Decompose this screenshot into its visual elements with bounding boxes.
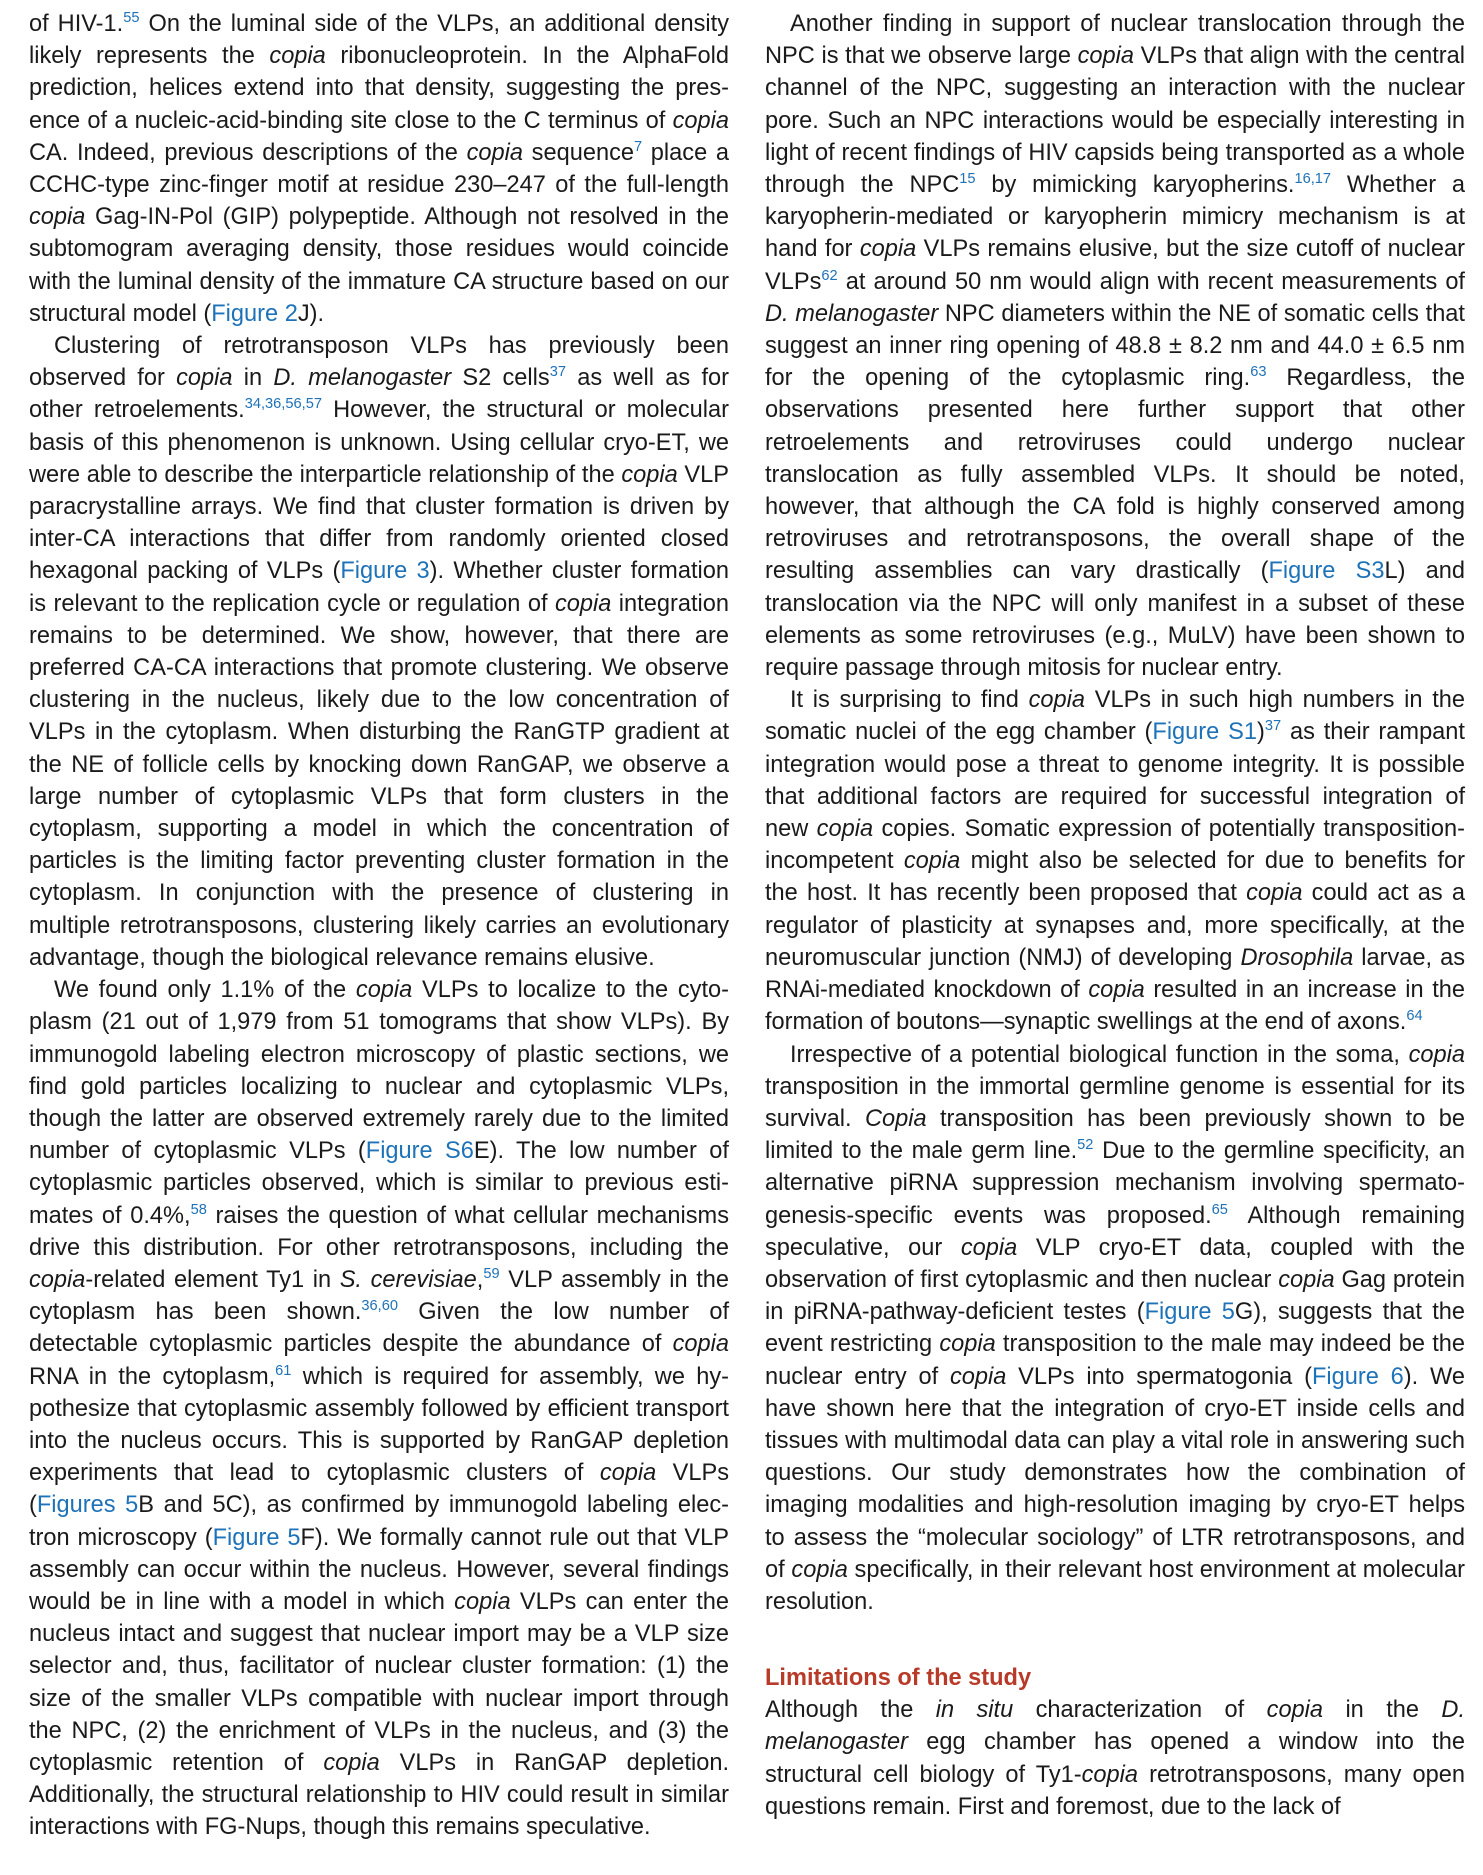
section-heading: Limitations of the study [765,1665,1032,1692]
citation-link[interactable]: 37 [1264,718,1282,735]
figure-link[interactable]: Figure S6 [365,1138,474,1165]
italic-term: copia [1408,1041,1465,1068]
paragraph: Although the in situ characterization of copia in the D. melanogaster egg chamber has opened a window into the structural cell biology of Ty1-copia retrotransposons, many open questions remain. First and foremost, due to the lack of [765,1697,1465,1820]
figure-link[interactable]: Figure 2 [211,300,298,327]
figure-link[interactable]: Figure 5 [212,1524,301,1551]
italic-term: copia [1088,977,1145,1004]
right-column [765,8,1465,1823]
italic-term: copia [1028,687,1086,714]
italic-term: copia [903,848,961,875]
italic-term: copia [1077,43,1134,70]
italic-term: copia [323,1749,380,1776]
italic-term: copia [960,1234,1018,1261]
italic-term: Drosophila [1240,944,1354,971]
italic-term: copia [1081,1761,1139,1788]
italic-term: copia [939,1331,996,1358]
figure-link[interactable]: Figure 5 [1144,1299,1235,1326]
italic-term: copia [949,1363,1007,1390]
citation-link[interactable]: 37 [549,364,566,381]
italic-term: copia [859,236,917,263]
citation-link[interactable]: 64 [1406,1008,1423,1025]
citation-link[interactable]: 63 [1250,364,1267,381]
citation-link[interactable]: 16,17 [1294,170,1332,187]
italic-term: D. melanogaster [765,300,939,327]
figure-link[interactable]: Figure 6 [1311,1363,1404,1390]
paragraph: Clustering of retrotransposon VLPs has previously been observed for copia in D. melanogaster S2 cells$^{37}$ as well as for other retroelements.$^{34,36,56,57}$ However, the structural or molecular basis of this phenomenon is unknown. Using cellular cryo-ET, we were able to describe the interparticle relationship of the copia VLP paracrystalline arrays. We find that cluster formation is driven by inter-CA interactions that differ from randomly oriented closed hexagonal packing of VLPs (Figure 3). Whether cluster formation is relevant to the replication cycle or regulation of copia integration remains to be determined. We show, however, that there are preferred CA-CA interactions that promote clustering. We observe clustering in the nucleus, likely due to the low concentration of VLPs in the cytoplasm. When disturbing the RanGTP gradient at the NE of follicle cells by knocking down RanGAP, we observe a large number of cytoplasmic VLPs that form clusters in the cytoplasm, supporting a model in which the concentration of particles is the limiting factor preventing cluster formation in the cytoplasm. In conjunction with the presence of clustering in multiple retrotransposons, clustering likely carries an evolutionary advantage, though the biological relevance remains elusive. [29,333,729,971]
italic-term: copia [466,139,523,166]
italic-term: copia [621,461,678,488]
italic-term: copia [599,1460,657,1487]
citation-link[interactable]: 65 [1211,1201,1228,1218]
italic-term: Copia [864,1105,927,1132]
italic-term: copia [176,365,233,392]
citation-link[interactable]: 15 [959,170,976,187]
paragraph: We found only 1.1% of the copia VLPs to localize to the cytoplasm (21 out of 1,979 from 51 tomograms that show VLPs). By immunogold labeling electron microscopy of plastic sections, we find gold particles localizing to nuclear and cytoplasmic VLPs, though the latter are observed extremely rarely due to the limited number of cytoplasmic VLPs (Figure S6E). The low number of cytoplasmic particles observed, which is similar to previous estimates of 0.4%,$^{58}$ raises the question of what cellular mechanisms drive this distribution. For other retrotransposons, including the copia-related element Ty1 in S. cerevisiae,$^{59}$ VLP assembly in the cytoplasm has been shown.$^{36,60}$ Given the low number of detectable cytoplasmic particles despite the abundance of copia RNA in the cytoplasm,$^{61}$ which is required for assembly, we hypothesize that cytoplasmic assembly followed by efficient transport into the nucleus occurs. This is supported by RanGAP depletion experiments that lead to cytoplasmic clusters of copia VLPs (Figures 5B and 5C), as confirmed by immunogold labeling electron microscopy (Figure 5F). We formally cannot rule out that VLP assembly can occur within the nucleus. However, several findings would be in line with a model in which copia VLPs can enter the nucleus intact and suggest that nuclear import may be a VLP size selector and, thus, facilitator of nuclear cluster formation: (1) the size of the smaller VLPs compatible with nuclear import through the NPC, (2) the enrichment of VLPs in the nucleus, and (3) the cytoplasmic retention of copia VLPs in RanGAP depletion. Additionally, the structural relationship to HIV could result in similar interactions with FG-Nups, though this remains speculative. [29,977,730,1841]
paragraph: Another finding in support of nuclear translocation through the NPC is that we observe large copia VLPs that align with the central channel of the NPC, suggesting an interaction with the nuclear pore. Such an NPC interactions would be especially interesting in light of recent findings of HIV capsids being transported as a whole through the NPC$^{15}$ by mimicking karyopherins.$^{16,17}$ Whether a karyopherin-mediated or karyopherin mimicry mechanism is at hand for copia VLPs remains elusive, but the size cutoff of nuclear VLPs$^{62}$ at around 50 nm would align with recent measurements of D. melanogaster NPC diameters within the NE of somatic cells that suggest an inner ring opening of 48.8 ± 8.2 nm and 44.0 ± 6.5 nm for the opening of the cytoplasmic ring.$^{63}$ Regardless, the observations presented here further support that other retroelements and retroviruses could undergo nuclear translocation as fully assembled VLPs. It should be noted, however, that although the CA fold is highly conserved among retroviruses and retrotransposons, the overall shape of the resulting assemblies can vary drastically (Figure S3L) and translocation via the NPC will only manifest in a subset of these elements as some retroviruses (e.g., MuLV) have been shown to require passage through mitosis for nuclear entry. [765,11,1465,682]
figure-link[interactable]: Figure 3 [340,558,430,585]
italic-term: copia [29,204,86,231]
italic-term: copia [269,43,326,70]
italic-term: copia [454,1588,511,1615]
italic-term: copia [355,977,413,1004]
citation-link[interactable]: 58 [190,1201,207,1218]
italic-term: D. melanogaster [273,365,452,392]
italic-term: copia [29,1266,86,1293]
citation-link[interactable]: 62 [821,267,838,284]
paragraph: It is surprising to find copia VLPs in such high numbers in the somatic nuclei of the egg chamber (Figure S1)$^{37}$ as their rampant integration would pose a threat to genome integrity. It is possible that additional factors are required for successful integration of new copia copies. Somatic expression of potentially transposition-incompetent copia might also be selected for due to benefits for the host. It has recently been proposed that copia could act as a regulator of plasticity at synapses and, more specifically, at the neuromuscular junction (NMJ) of developing Drosophila larvae, as RNAi-mediated knockdown of copia resulted in an increase in the formation of boutons—synaptic swellings at the end of axons.$^{64}$ [765,687,1466,1036]
figure-link[interactable]: Figure S3 [1268,558,1385,585]
italic-term: copia [672,1331,729,1358]
left-column [29,8,729,1844]
citation-link[interactable]: 34,36,56,57 [244,396,322,413]
paragraph: of HIV-1.55 On the luminal side of the VLPs, an additional density likely represents the copia ribonucleoprotein. In the AlphaFold prediction, helices extend into that density, suggesting the presence of a nucleic-acid-binding site close to the C terminus of copia CA. Indeed, previous descriptions of the copia sequence$^7$ place a CCHC-type zinc-finger motif at residue 230–247 of the full-length copia Gag-IN-Pol (GIP) polypeptide. Although not resolved in the subtomogram averaging density, those residues would coincide with the luminal density of the immature CA structure based on our structural model (Figure 2J). [29,9,729,327]
italic-term: D. melanogaster [765,1697,1465,1756]
italic-term: copia [554,590,612,617]
italic-term: S. cerevisiae [339,1266,477,1293]
figure-link[interactable]: Figure S1 [1152,719,1257,746]
citation-link[interactable]: 55 [123,9,140,26]
citation-link[interactable]: 59 [483,1265,500,1282]
paragraph: Irrespective of a potential biological function in the soma, copia transposition in the immortal germline genome is essential for its survival. Copia transposition has been previously shown to be limited to the male germ line.$^{52}$ Due to the germline specificity, an alternative piRNA suppression mechanism involving spermatogenesis-specific events was proposed.$^{65}$ Although remaining speculative, our copia VLP cryo-ET data, coupled with the observation of first cytoplasmic and then nuclear copia Gag protein in piRNA-pathway-deficient testes (Figure 5G), suggests that the event restricting copia transposition to the male may indeed be the nuclear entry of copia VLPs into spermatogonia (Figure 6). We have shown here that the integration of cryo-ET inside cells and tissues with multimodal data can play a vital role in answering such questions. Our study demonstrates how the combination of imaging modalities and high-resolution imaging by cryo-ET helps to assess the “molecular sociology” of LTR retrotransposons, and of copia specifically, in their relevant host environment at molecular resolution. [765,1041,1466,1615]
italic-term: copia [1278,1266,1335,1293]
figure-link[interactable]: Figures 5 [36,1492,139,1519]
citation-link[interactable]: 61 [275,1362,292,1379]
citation-link[interactable]: 36,60 [361,1298,398,1315]
citation-link[interactable]: 52 [1077,1137,1094,1154]
citation-link[interactable]: 7 [634,138,643,155]
italic-term: copia [816,816,874,843]
italic-term: copia [791,1556,848,1583]
italic-term: copia [672,107,729,134]
italic-term: in situ [935,1697,1014,1724]
italic-term: copia [1246,880,1303,907]
italic-term: copia [1266,1697,1324,1724]
